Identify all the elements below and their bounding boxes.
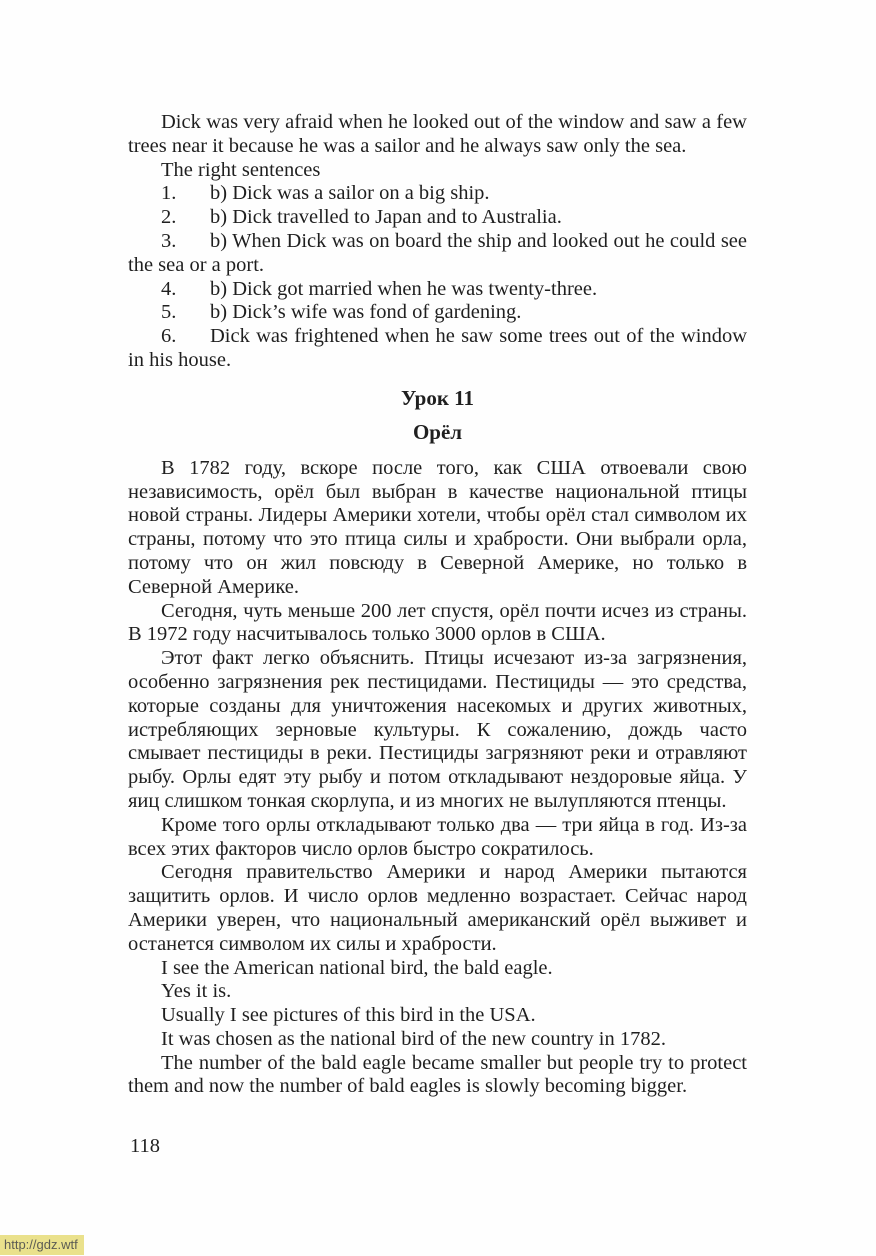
- answer-item: [128, 206, 747, 230]
- answer-number: 5.: [161, 301, 177, 324]
- lesson-subheading: Орёл: [412, 419, 463, 444]
- russian-paragraph: Этот факт легко объяснить. Птицы исчезают из-за загрязнения, особенно загрязнения рек пестицидами. Пестициды — это средства, которые созданы для уничтожения насекомых и других животных, истребляющих зерновые культуры. К сожалению, дождь часто смывает пестициды в реки. Пестициды загрязняют реки и отравляют рыбу. Орлы едят эту рыбу и потом откладывают нездоровые яйца. У яиц слишком тонкая скорлупа, и из многих не вылупляются птенцы.: [128, 647, 747, 812]
- answer-item: [128, 230, 747, 278]
- right-sentences-label: The right sentences: [161, 158, 321, 181]
- russian-paragraph: Сегодня правительство Америки и народ Америки пытаются защитить орлов. И число орлов медленно возрастает. Сейчас народ Америки уверен, что национальный американский орёл выживет и останется символом их силы и храбрости.: [128, 861, 747, 955]
- intro-paragraph: Dick was very afraid when he looked out of the window and saw a few trees near it because he was a sailor and he always saw only the sea.: [128, 111, 747, 157]
- russian-paragraph: В 1782 году, вскоре после того, как США отвоевали свою независимость, орёл был выбран в качестве национальной птицы новой страны. Лидеры Америки хотели, чтобы орёл стал символом их страны, потому что это птица силы и храбрости. Они выбрали орла, потому что он жил повсюду в Северной Америке, но только в Северной Америке.: [128, 456, 747, 598]
- english-sentence: Usually I see pictures of this bird in the USA.: [161, 1004, 536, 1027]
- english-sentence: The number of the bald eagle became smaller but people try to protect them and now the number of bald eagles is slowly becoming bigger.: [128, 1051, 747, 1098]
- russian-paragraph: Кроме того орлы откладывают только два — три яйца в год. Из-за всех этих факторов число орлов быстро сократилось.: [128, 813, 747, 860]
- page-number: 118: [130, 1135, 160, 1157]
- answer-number: 1.: [161, 182, 177, 205]
- answer-number: 3.: [161, 229, 177, 252]
- answer-number: 4.: [161, 277, 177, 300]
- answer-text: b) Dick travelled to Japan and to Australia.: [210, 206, 562, 229]
- english-sentence: I see the American national bird, the bald eagle.: [161, 956, 553, 979]
- english-sentence: Yes it is.: [161, 980, 232, 1003]
- answer-text: b) When Dick was on board the ship and looked out he could see the sea or a port.: [128, 229, 747, 276]
- english-sentence: It was chosen as the national bird of the new country in 1782.: [161, 1027, 666, 1050]
- watermark-url: http://gdz.wtf: [0, 1235, 84, 1255]
- answer-text: b) Dick was a sailor on a big ship.: [210, 182, 490, 205]
- russian-paragraph: Сегодня, чуть меньше 200 лет спустя, орёл почти исчез из страны. В 1972 году насчитывалось только 3000 орлов в США.: [128, 599, 747, 646]
- page-content: [128, 111, 747, 1099]
- answer-item: [128, 278, 747, 302]
- answer-text: b) Dick got married when he was twenty-three.: [210, 277, 598, 300]
- answer-text: b) Dick’s wife was fond of gardening.: [210, 301, 522, 324]
- lesson-heading: Урок 11: [400, 385, 475, 410]
- answer-number: 6.: [161, 325, 177, 348]
- answer-number: 2.: [161, 206, 177, 229]
- answer-item: [128, 182, 747, 206]
- answer-text: Dick was frightened when he saw some trees out of the window in his house.: [128, 325, 747, 371]
- answer-item: [128, 325, 747, 373]
- answer-item: [128, 301, 747, 325]
